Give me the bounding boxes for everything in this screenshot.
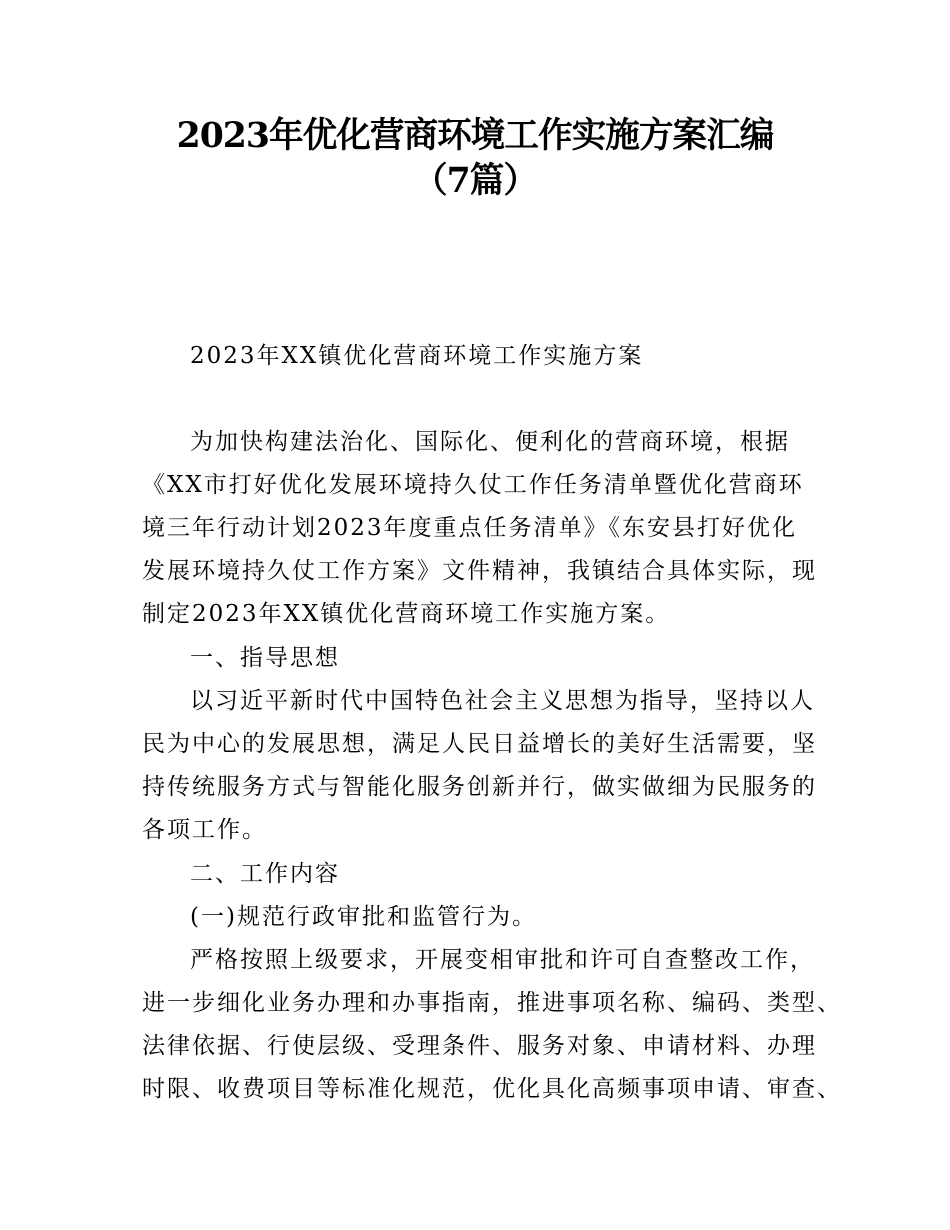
heading-guiding-thought: 一、指导思想	[190, 645, 340, 671]
paragraph-line: 法律依据、行使层级、受理条件、服务对象、申请材料、办理	[142, 1033, 817, 1059]
document-title-line-2: （7篇）	[413, 160, 537, 201]
paragraph-line: 发展环境持久仗工作方案》文件精神，我镇结合具体实际，现	[142, 558, 817, 584]
paragraph-line: 《XX市打好优化发展环境持久仗工作任务清单暨优化营商环	[142, 472, 804, 498]
paragraph-line: 持传统服务方式与智能化服务创新并行，做实做细为民服务的	[142, 774, 817, 800]
paragraph-line: 进一步细化业务办理和办事指南，推进事项名称、编码、类型、	[142, 990, 842, 1016]
paragraph-line: 为加快构建法治化、国际化、便利化的营商环境，根据	[190, 429, 790, 455]
document-title-line-1: 2023年优化营商环境工作实施方案汇编	[176, 115, 774, 156]
subheading-approval: (一)规范行政审批和监管行为。	[190, 904, 537, 930]
heading-work-content: 二、工作内容	[190, 861, 340, 887]
paragraph-line: 时限、收费项目等标准化规范，优化具化高频事项申请、审查、	[142, 1076, 842, 1102]
paragraph-line: 境三年行动计划2023年度重点任务清单》《东安县打好优化	[142, 515, 798, 541]
paragraph-line: 严格按照上级要求，开展变相审批和许可自查整改工作，	[190, 947, 815, 973]
paragraph-line: 各项工作。	[142, 817, 267, 843]
paragraph-line: 民为中心的发展思想，满足人民日益增长的美好生活需要，坚	[142, 731, 817, 757]
paragraph-line: 制定2023年XX镇优化营商环境工作实施方案。	[142, 601, 671, 627]
paragraph-line: 以习近平新时代中国特色社会主义思想为指导，坚持以人	[190, 688, 815, 714]
section-heading: 2023年XX镇优化营商环境工作实施方案	[190, 343, 644, 369]
